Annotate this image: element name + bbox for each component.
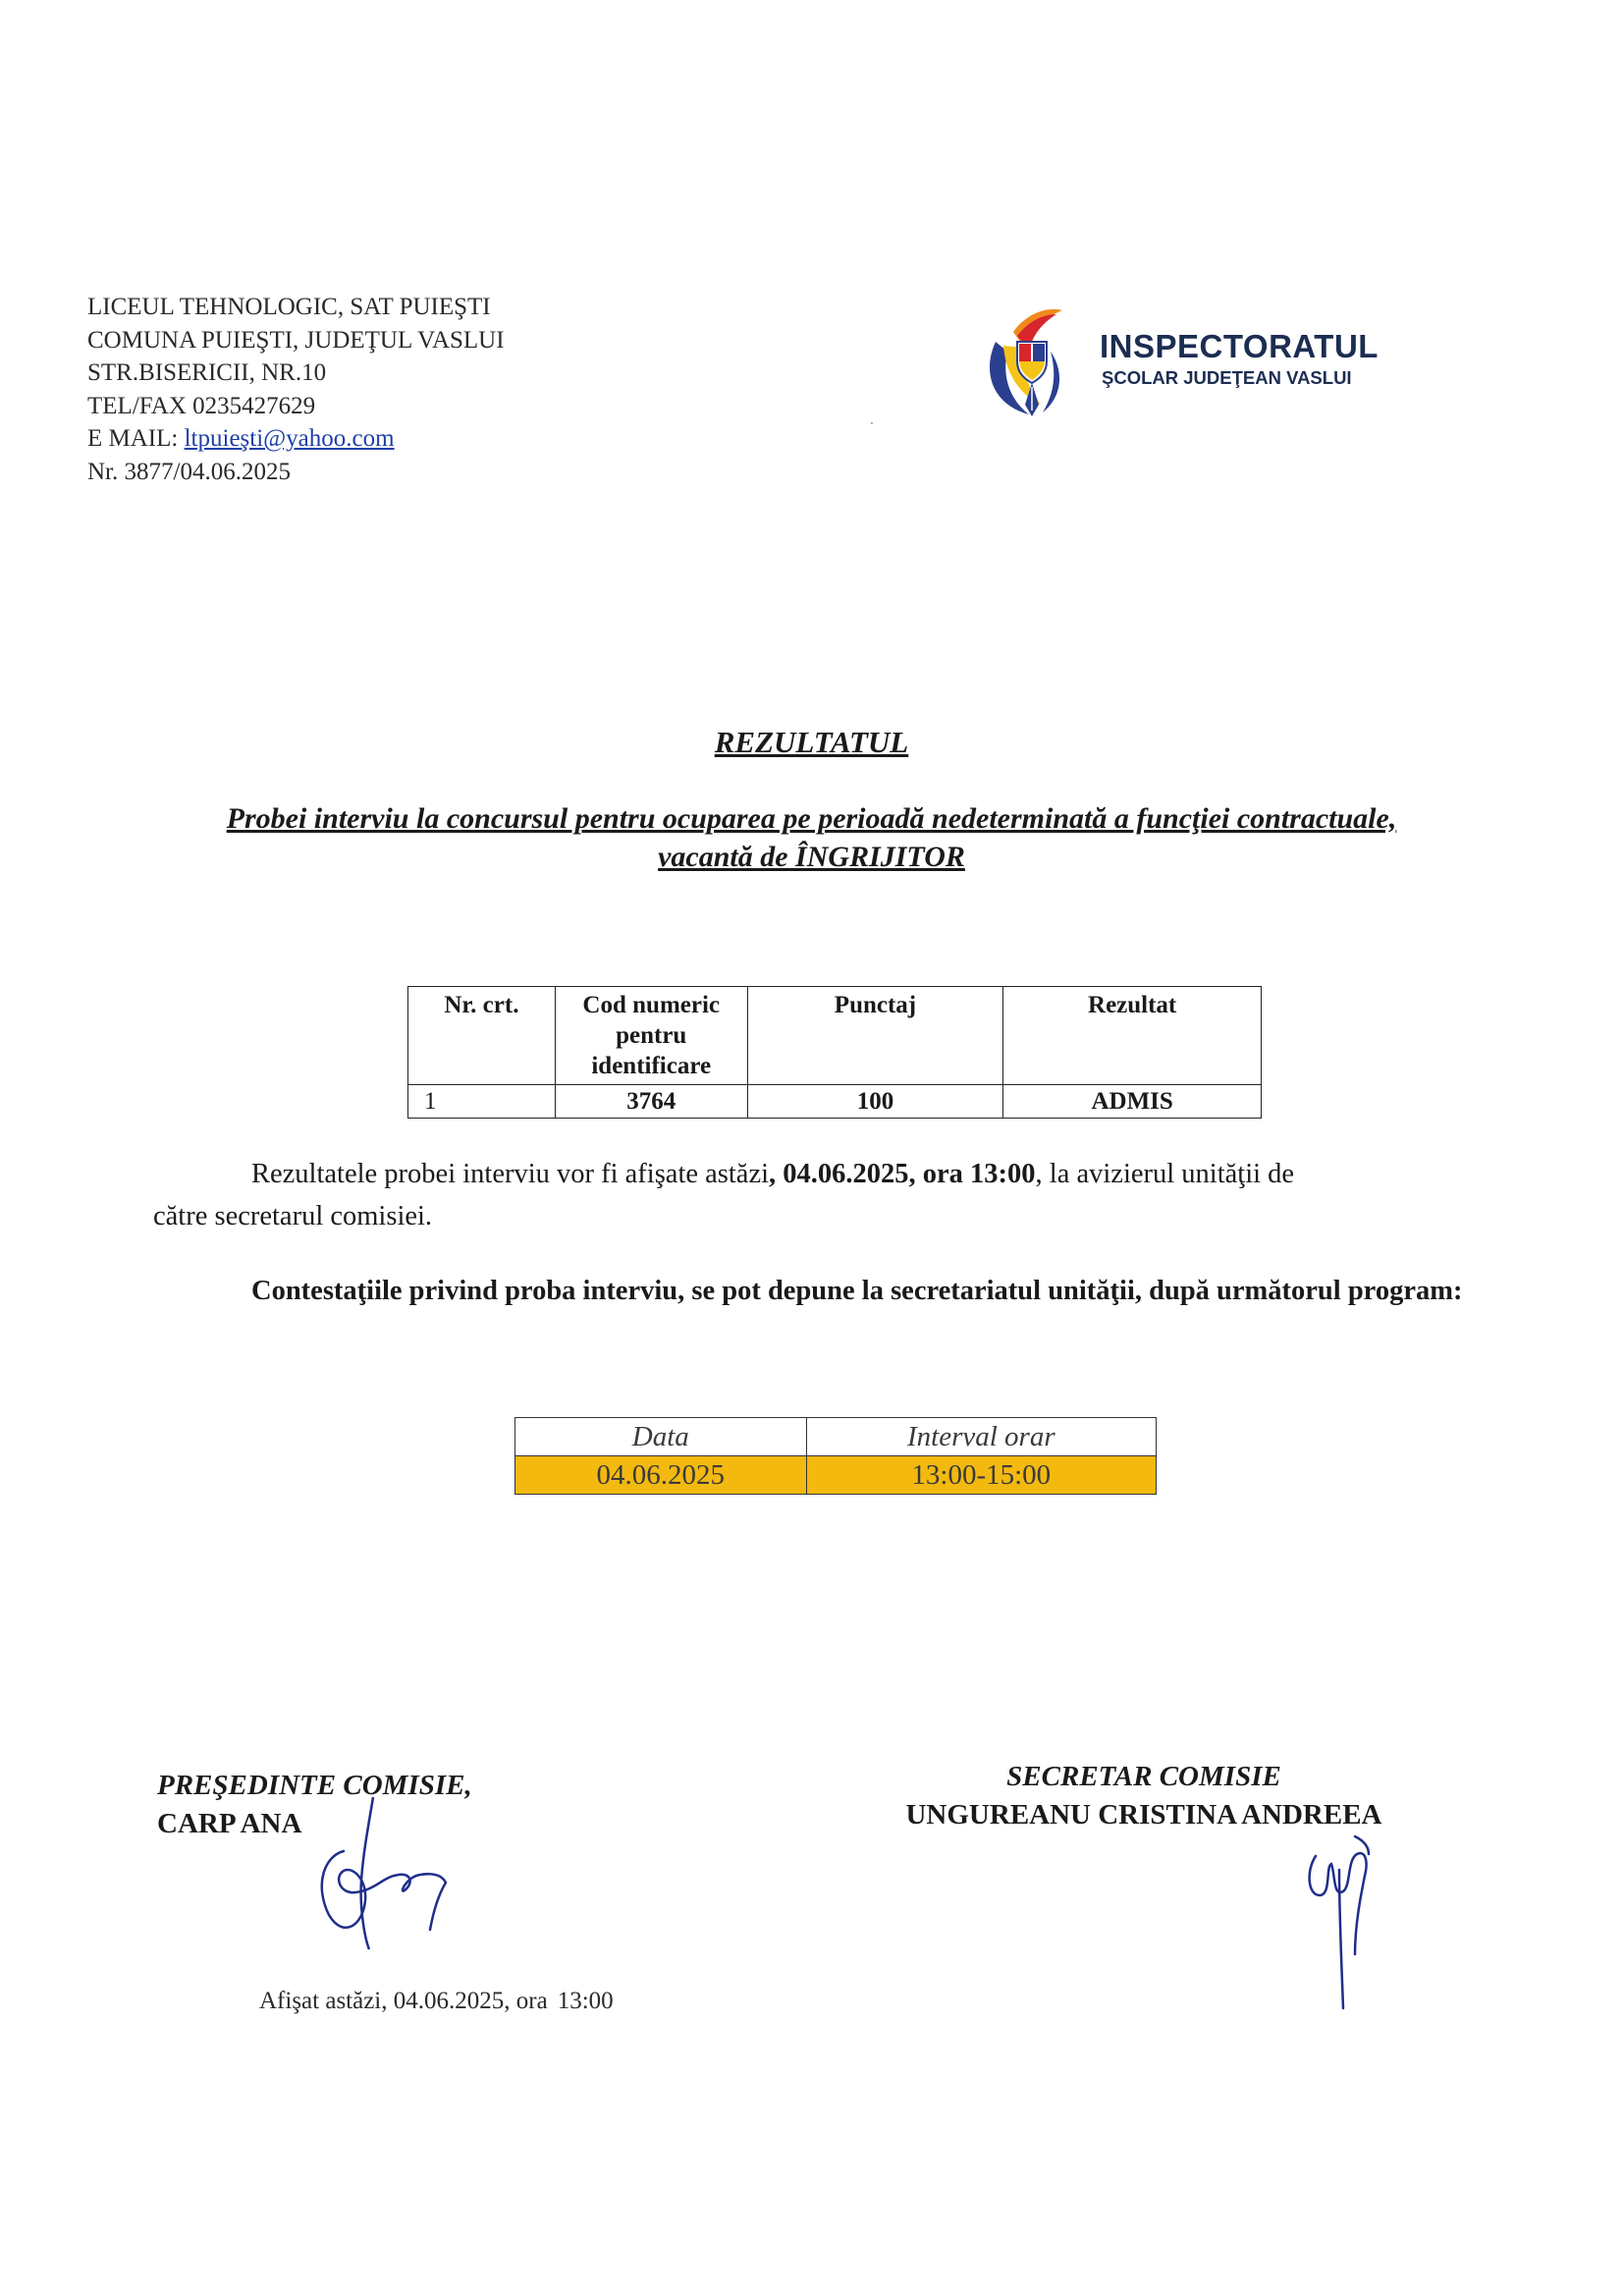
cell-data: 04.06.2025	[515, 1456, 807, 1495]
inspectorate-emblem-icon	[978, 302, 1096, 420]
schedule-header-row	[515, 1418, 1157, 1456]
school-name: LICEUL TEHNOLOGIC, SAT PUIEŞTI	[87, 294, 491, 320]
header-cod-line: identificare	[591, 1053, 712, 1079]
secretary-signature-block	[864, 1758, 1424, 1834]
school-phone: TEL/FAX 0235427629	[87, 392, 316, 419]
school-header	[87, 291, 505, 488]
table-row	[408, 1085, 1262, 1119]
school-email-line	[87, 422, 505, 456]
results-header-row	[408, 987, 1262, 1085]
results-notice-paragraph	[153, 1153, 1518, 1237]
notice-line2: către secretarul comisiei.	[153, 1201, 433, 1231]
document-subtitle-line1: Probei interviu la concursul pentru ocuparea pe perioadă nedeterminată a funcţiei contractuale,	[226, 802, 1397, 835]
appeals-text: Contestaţiile privind proba interviu, se pot depune la secretariatul unităţii, după următorul program:	[251, 1276, 1463, 1306]
notice-text-after: , la avizierul unităţii de	[1035, 1159, 1295, 1189]
notice-line1	[153, 1153, 1518, 1195]
header-punctaj: Punctaj	[747, 987, 1003, 1085]
header-nr-crt: Nr. crt.	[408, 987, 556, 1085]
header-rezultat: Rezultat	[1003, 987, 1262, 1085]
header-cod-numeric	[555, 987, 747, 1085]
cell-cod: 3764	[555, 1085, 747, 1119]
cell-nr: 1	[408, 1085, 556, 1119]
header-interval: Interval orar	[806, 1418, 1156, 1456]
logo-title: INSPECTORATUL	[1100, 328, 1379, 364]
notice-date-time: , 04.06.2025, ora 13:00	[769, 1159, 1036, 1189]
posted-note	[259, 1988, 614, 2015]
document-subtitle-line2: vacantă de ÎNGRIJITOR	[658, 841, 965, 873]
email-link[interactable]: ltpuieşti@yahoo.com	[184, 425, 395, 452]
president-role: PREŞEDINTE COMISIE,	[157, 1770, 472, 1801]
posted-time: 13:00	[557, 1988, 614, 2014]
secretary-name: UNGUREANU CRISTINA ANDREEA	[905, 1799, 1382, 1831]
document-title: REZULTATUL	[714, 725, 909, 759]
president-signature-mark	[304, 1792, 461, 1954]
cell-interval: 13:00-15:00	[806, 1456, 1156, 1495]
cell-rezultat: ADMIS	[1003, 1085, 1262, 1119]
header-cod-line: pentru	[616, 1022, 687, 1049]
appeals-paragraph	[153, 1270, 1518, 1312]
posted-text: Afişat astăzi, 04.06.2025, ora	[259, 1988, 548, 2014]
president-name: CARP ANA	[157, 1808, 302, 1839]
cell-punctaj: 100	[747, 1085, 1003, 1119]
school-commune: COMUNA PUIEŞTI, JUDEŢUL VASLUI	[87, 326, 505, 354]
inspectorate-logo	[978, 302, 1410, 420]
logo-subtitle: ŞCOLAR JUDEŢEAN VASLUI	[1102, 367, 1352, 388]
school-street: STR.BISERICII, NR.10	[87, 359, 327, 386]
header-data: Data	[515, 1418, 807, 1456]
scan-speck	[871, 422, 873, 424]
appeals-schedule-table	[514, 1417, 1157, 1495]
secretary-signature-mark	[1286, 1827, 1384, 2013]
results-table	[407, 986, 1262, 1119]
secretary-role: SECRETAR COMISIE	[1006, 1761, 1281, 1792]
notice-text: Rezultatele probei interviu vor fi afişate astăzi	[251, 1159, 770, 1189]
registration-number: Nr. 3877/04.06.2025	[87, 458, 291, 485]
table-row	[515, 1456, 1157, 1495]
header-cod-line: Cod numeric	[582, 992, 720, 1018]
email-label: E MAIL:	[87, 425, 185, 452]
